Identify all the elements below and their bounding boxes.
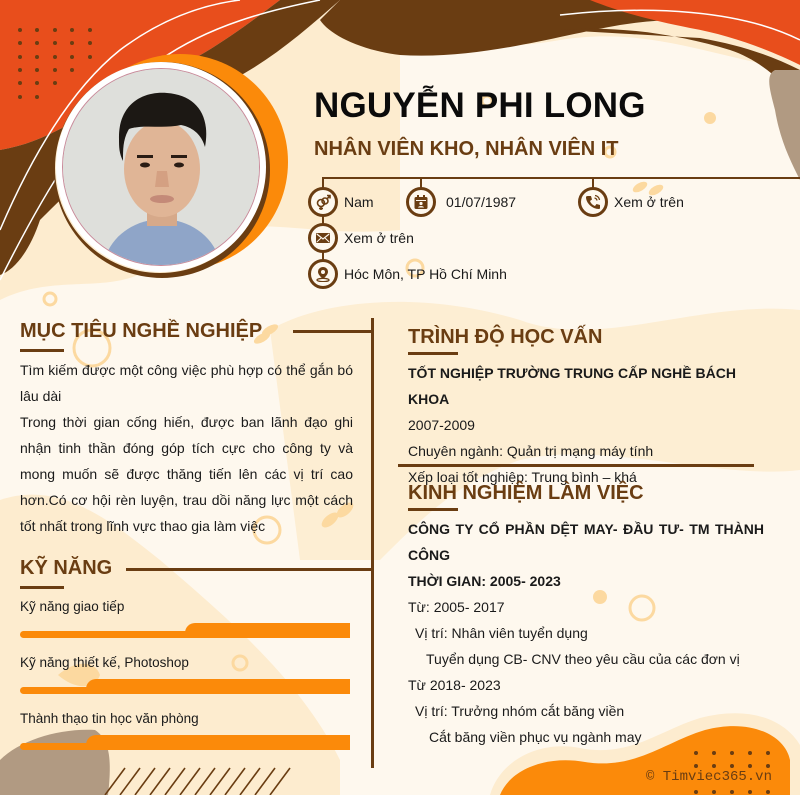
- experience-line: Tuyển dụng CB- CNV theo yêu cầu của các đơn vị: [426, 651, 740, 667]
- email-icon: [308, 223, 338, 253]
- objective-underline: [20, 349, 64, 352]
- skill-label: Kỹ năng giao tiếp: [20, 599, 125, 614]
- avatar-frame: [56, 62, 266, 272]
- candidate-name: NGUYỄN PHI LONG: [314, 86, 646, 125]
- phone-value: Xem ở trên: [614, 194, 684, 210]
- skills-underline: [20, 586, 64, 589]
- education-divider: [398, 464, 754, 467]
- education-block: [408, 360, 768, 490]
- objective-connector: [293, 330, 373, 333]
- education-underline: [408, 352, 458, 355]
- contact-email: [308, 223, 414, 253]
- education-period: 2007-2009: [408, 417, 475, 433]
- education-major: Chuyên ngành: Quản trị mạng máy tính: [408, 443, 654, 459]
- job-title: NHÂN VIÊN KHO, NHÂN VIÊN IT: [314, 138, 619, 160]
- experience-line: Từ: 2005- 2017: [408, 599, 505, 615]
- experience-block: [408, 516, 764, 750]
- avatar: [62, 68, 260, 266]
- skill-level: [185, 623, 350, 638]
- gender-value: Nam: [344, 194, 374, 210]
- objective-text: [20, 357, 353, 539]
- skill-bar: [20, 735, 350, 750]
- skill-level: [86, 679, 350, 694]
- location-icon: [308, 259, 338, 289]
- skill-level: [86, 735, 350, 750]
- experience-company: CÔNG TY CỔ PHẦN DỆT MAY- ĐẦU TƯ- TM THÀNH CÔNG: [408, 521, 764, 563]
- column-divider: [371, 318, 374, 768]
- contact-birthday: [406, 187, 516, 217]
- experience-line: Từ 2018- 2023: [408, 677, 501, 693]
- phone-icon: [578, 187, 608, 217]
- birthday-value: 01/07/1987: [446, 194, 517, 210]
- education-title: TRÌNH ĐỘ HỌC VẤN: [408, 326, 603, 348]
- skill-bar: [20, 623, 350, 638]
- email-value: Xem ở trên: [344, 230, 414, 246]
- experience-line: Vị trí: Nhân viên tuyển dụng: [415, 625, 588, 641]
- contact-divider: [322, 177, 800, 179]
- skill-label: Kỹ năng thiết kế, Photoshop: [20, 655, 189, 670]
- objective-title: MỤC TIÊU NGHỀ NGHIỆP: [20, 320, 263, 342]
- experience-title: KINH NGHIỆM LÀM VIỆC: [408, 482, 644, 504]
- experience-line: Cắt băng viền phục vụ ngành may: [429, 729, 642, 745]
- profile-photo: [63, 69, 260, 266]
- education-grade: Xếp loại tốt nghiệp: Trung bình – khá: [408, 469, 637, 485]
- education-school: TỐT NGHIỆP TRƯỜNG TRUNG CẤP NGHỀ BÁCH KHOA: [408, 365, 736, 407]
- address-value: Hóc Môn, TP Hồ Chí Minh: [344, 266, 507, 282]
- objective-paragraph: Tìm kiếm được một công việc phù hợp có thể gắn bó lâu dài: [20, 362, 353, 404]
- objective-paragraph: Trong thời gian cống hiến, được ban lãnh đạo ghi nhận tinh thần đóng góp tích cực cho công ty và mong muốn sẽ được thăng tiến lên các vị trí cao hơn.Có cơ hội rèn luyện, trau dồi năng lực một cách tốt nhất trong lĩnh vực thao gia làm việc: [20, 414, 353, 534]
- contact-address: [308, 259, 507, 289]
- skills-title: KỸ NĂNG: [20, 557, 113, 579]
- experience-duration: THỜI GIAN: 2005- 2023: [408, 573, 561, 589]
- skill-label: Thành thạo tin học văn phòng: [20, 711, 199, 726]
- contact-gender: [308, 187, 374, 217]
- experience-underline: [408, 508, 458, 511]
- experience-line: Vị trí: Trưởng nhóm cắt băng viền: [415, 703, 625, 719]
- skill-bar: [20, 679, 350, 694]
- copyright-watermark: © Timviec365.vn: [645, 769, 772, 785]
- calendar-icon: [406, 187, 436, 217]
- skills-connector: [126, 568, 373, 571]
- contact-phone: [578, 187, 684, 217]
- gender-icon: [308, 187, 338, 217]
